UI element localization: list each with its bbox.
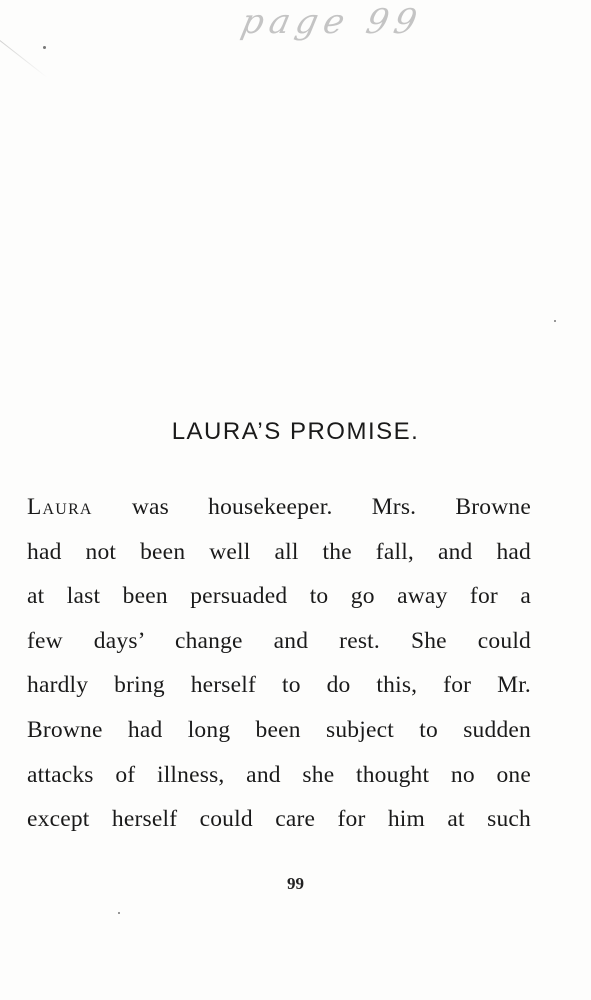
text-line: except herself could care for him at such <box>27 806 531 833</box>
chapter-title: LAURA’S PROMISE. <box>171 418 420 445</box>
text-line: attacks of illness, and she thought no one <box>27 761 531 788</box>
page-number: 99 <box>287 874 304 893</box>
paper-speck <box>43 46 46 49</box>
text-line: at last been persuaded to go away for a <box>27 583 531 610</box>
text-line: Browne had long been subject to sudden <box>27 716 531 743</box>
text-line <box>27 487 531 532</box>
paper-speck <box>118 912 120 914</box>
handwritten-annotation <box>236 2 476 62</box>
text-line: had not been well all the fall, and had <box>27 538 531 565</box>
line-remainder: was housekeeper. Mrs. Browne <box>92 494 531 520</box>
lead-word: Laura <box>27 494 93 520</box>
body-paragraph <box>27 487 531 844</box>
handwritten-page-note: page 99 <box>237 2 427 42</box>
text-line: few days’ change and rest. She could <box>27 627 531 654</box>
paper-speck <box>554 320 556 322</box>
text-line: hardly bring herself to do this, for Mr. <box>27 672 531 699</box>
paper-fold-mark <box>0 40 47 78</box>
